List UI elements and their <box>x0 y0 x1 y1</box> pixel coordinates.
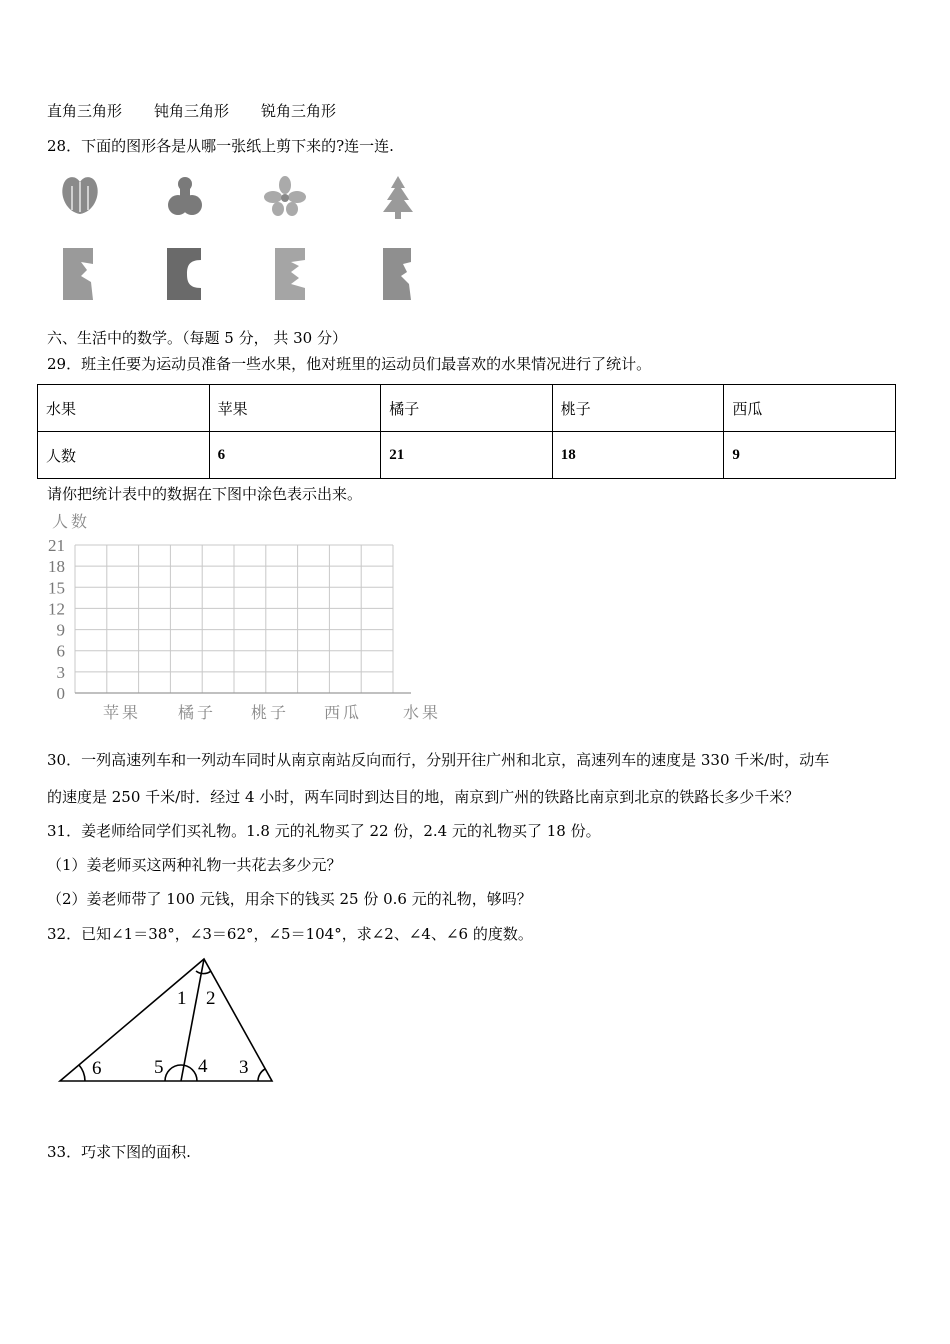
q31-sub1: （1）姜老师买这两种礼物一共花去多少元？ <box>47 856 342 874</box>
paper-e-a-icon <box>57 246 97 302</box>
gourd-cutout-icon <box>160 172 210 222</box>
table-cell: 苹果 <box>209 385 381 432</box>
table-cell: 西瓜 <box>724 385 896 432</box>
chart-y-tick-label: 15 <box>48 578 65 598</box>
chart-y-tick-label: 21 <box>48 536 65 555</box>
q31-sub2: （2）姜老师带了 100 元钱，用余下的钱买 25 份 0.6 元的礼物，够吗？ <box>47 890 532 908</box>
angle-triangle-figure <box>55 955 285 1090</box>
fruit-stat-table <box>37 384 896 479</box>
angle-label-1: 1 <box>177 988 187 1009</box>
chart-y-tick-label: 3 <box>56 662 65 682</box>
table-cell: 人数 <box>38 432 210 479</box>
chart-grid <box>75 545 411 693</box>
chart-y-tick-label: 18 <box>48 557 65 577</box>
q29-instruction: 请你把统计表中的数据在下图中涂色表示出来。 <box>47 485 363 503</box>
table-cell: 水果 <box>38 385 210 432</box>
label-right-triangle: 直角三角形 <box>47 102 123 120</box>
q28-cutouts-row <box>55 172 425 227</box>
label-obtuse-triangle: 钝角三角形 <box>154 102 230 120</box>
table-cell: 18 <box>552 432 724 479</box>
chart-x-axis-label: 水果 <box>402 703 442 722</box>
table-header-row <box>38 385 896 432</box>
chart-category-label: 西瓜 <box>323 703 363 722</box>
chart-y-tick-label: 12 <box>48 599 65 619</box>
angle-label-6: 6 <box>92 1058 102 1079</box>
triangle-type-labels <box>47 101 368 121</box>
table-cell: 橘子 <box>381 385 553 432</box>
q30-line1: 30．一列高速列车和一列动车同时从南京南站反向而行，分别开往广州和北京，高速列车的速度是 330 千米/时，动车 <box>47 751 830 769</box>
q29-text: 29．班主任要为运动员准备一些水果，他对班里的运动员们最喜欢的水果情况进行了统计。 <box>47 355 652 373</box>
fruit-bar-chart <box>35 508 455 728</box>
chart-y-tick-label: 0 <box>56 684 65 703</box>
table-cell: 桃子 <box>552 385 724 432</box>
paper-e-c-icon <box>377 246 417 302</box>
paper-e-b-icon <box>269 246 309 302</box>
chart-category-label: 苹果 <box>102 703 142 722</box>
q30-line2: 的速度是 250 千米/时．经过 4 小时，两车同时到达目的地，南京到广州的铁路比南京到北京的铁路长多少千米？ <box>47 788 800 806</box>
angle-label-5: 5 <box>154 1057 164 1078</box>
label-acute-triangle: 锐角三角形 <box>261 102 337 120</box>
q32-text: 32．已知∠1＝38°，∠3＝62°，∠5＝104°，求∠2、∠4、∠6 的度数。 <box>47 925 533 943</box>
angle-label-4: 4 <box>198 1056 208 1077</box>
q28-text: 28．下面的图形各是从哪一张纸上剪下来的?连一连. <box>47 137 394 155</box>
chart-category-label: 橘子 <box>177 703 217 722</box>
chart-y-tick-label: 9 <box>56 620 65 640</box>
paper-c-icon <box>163 246 203 302</box>
tree-cutout-icon <box>373 172 423 222</box>
table-cell: 9 <box>724 432 896 479</box>
angle-label-2: 2 <box>206 988 216 1009</box>
chart-y-axis-label: 人数 <box>52 512 91 531</box>
flower-cutout-icon <box>260 172 310 222</box>
q33-text: 33．巧求下图的面积. <box>47 1143 191 1161</box>
table-row <box>38 432 896 479</box>
section6-title: 六、生活中的数学。（每题 5 分， 共 30 分） <box>47 329 347 347</box>
table-cell: 21 <box>381 432 553 479</box>
chart-category-label: 桃子 <box>250 703 290 722</box>
table-cell: 6 <box>209 432 381 479</box>
angle-label-3: 3 <box>239 1057 249 1078</box>
q28-paper-row <box>55 246 425 304</box>
q31-text: 31．姜老师给同学们买礼物。1.8 元的礼物买了 22 份，2.4 元的礼物买了 18 份。 <box>47 822 601 840</box>
apple-cutout-icon <box>55 172 105 222</box>
chart-y-tick-label: 6 <box>56 641 65 661</box>
